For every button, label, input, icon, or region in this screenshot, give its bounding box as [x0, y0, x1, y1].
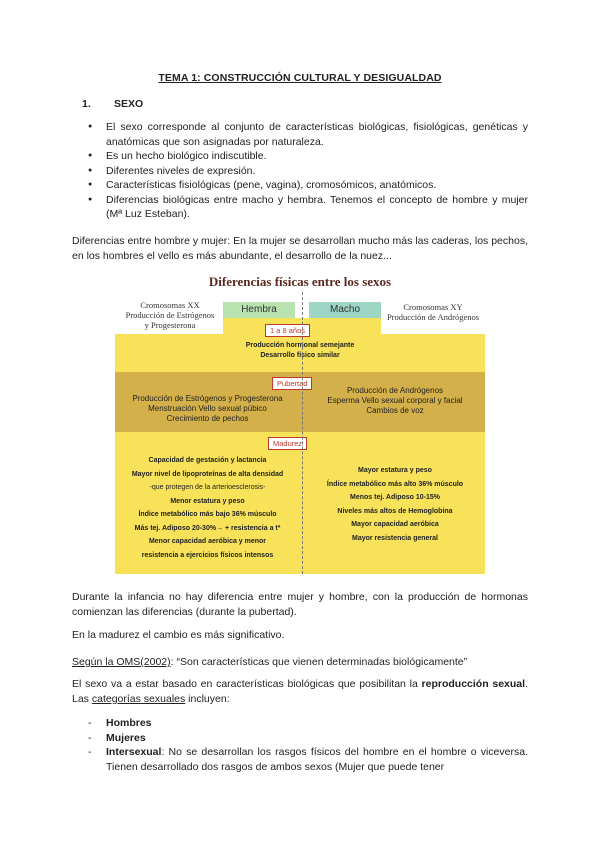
paragraph-infancia: Durante la infancia no hay diferencia entre mujer y hombre, con la producción de hormonas comienzan las diferencias (durante la pubertad). [72, 591, 528, 618]
stage-line: Producción de Andrógenos [346, 386, 444, 395]
oms-source: Según la OMS(2002) [72, 656, 171, 668]
bold-reproduccion: reproducción sexual [421, 678, 526, 690]
text-span: incluyen: [185, 692, 230, 705]
figure-title: Diferencias físicas entre los sexos [208, 274, 392, 289]
chromo-line: y Progesterona [144, 320, 196, 330]
stage-2-label: Pubertad [272, 377, 312, 390]
stage-line: Menstruación Vello sexual púbico [148, 404, 267, 413]
categoria-item [88, 745, 528, 774]
stage-1-text [195, 341, 405, 361]
bullet-item: ● Características fisiológicas (pene, vagina), cromosómicos, anatómicos. [88, 178, 528, 193]
stage-line: resistencia a ejercicios físicos intensos [141, 551, 274, 559]
oms-quote: : “Son características que vienen determinadas biológicamente” [170, 656, 468, 668]
categoria-name: Intersexual [106, 746, 162, 758]
stage-line: -que protegen de la arterioesclerosis- [149, 484, 266, 491]
stage-line: Desarrollo físico similar [260, 352, 340, 359]
categoria-item [88, 731, 528, 746]
stage-line: Índice metabólico más alto 36% músculo [326, 480, 464, 488]
categoria-item [88, 716, 528, 731]
chromosomes-xy [381, 302, 485, 322]
chromo-line: Producción de Andrógenos [386, 312, 480, 322]
stage-line: Crecimiento de pechos [166, 414, 249, 423]
stage-line: Mayor nivel de lipoproteínas de alta densidad [131, 470, 284, 478]
stage-line: Menor capacidad aeróbica y menor [148, 538, 267, 545]
stage-2-right [305, 386, 485, 416]
stage-1-label: 1 a 8 años [265, 324, 310, 337]
chromo-line: Cromosomas XX [140, 300, 200, 310]
paragraph-oms [72, 655, 528, 670]
stage-line: Mayor capacidad aeróbica [351, 521, 439, 528]
hembra-label: Hembra [223, 302, 295, 318]
paragraph-madurez: En la madurez el cambio es más significativo. [72, 629, 285, 641]
stage-line: Producción de Estrógenos y Progesterona [132, 394, 283, 403]
stage-3-left [115, 454, 300, 562]
categorias-link-text: categorías sexuales [91, 692, 186, 705]
stage-line: Menos tej. Adiposo 10-15% [350, 494, 440, 501]
stage-line: Menor estatura y peso [170, 497, 245, 505]
stage-line: Esperma Vello sexual corporal y facial [327, 396, 463, 405]
stage-line: Cambios de voz [366, 406, 424, 415]
bullet-list [88, 120, 528, 222]
bullet-item: ● El sexo corresponde al conjunto de características biológicas, fisiológicas, genéticas y anatómicas que son asignadas por naturaleza. [88, 120, 528, 149]
chromo-line: Producción de Estrógenos [125, 310, 215, 320]
stage-line: Más tej. Adiposo 20-30%→ + resistencia a tª [134, 524, 281, 532]
stage-line: Niveles más altos de Hemoglobina [337, 507, 453, 515]
stage-3-label: Madurez [268, 437, 307, 450]
macho-label: Macho [309, 302, 381, 318]
page-title: TEMA 1: CONSTRUCCIÓN CULTURAL Y DESIGUALDAD [158, 72, 442, 84]
section-label: SEXO [114, 98, 144, 110]
paragraph-sexo [72, 677, 528, 706]
stage-line: Mayor estatura y peso [358, 467, 432, 474]
paragraph-diferencias: Diferencias entre hombre y mujer: En la mujer se desarrollan mucho más las caderas, los pechos, en los hombres el vello es más abundante, el desarrollo de la nuez... [72, 235, 528, 262]
stage-line: Producción hormonal semejante [245, 342, 355, 349]
section-heading [82, 98, 143, 110]
center-divider [302, 292, 303, 574]
stage-3-right [305, 464, 485, 545]
bullet-item: ● Es un hecho biológico indiscutible. [88, 149, 528, 164]
figure-diferencias-fisicas [115, 274, 485, 574]
categoria-name: Hombres [106, 717, 152, 729]
stage-line: Mayor resistencia general [352, 534, 438, 542]
stage-2-left [115, 394, 300, 424]
categoria-name: Mujeres [106, 731, 146, 744]
text-span: . Las [72, 678, 528, 705]
categorias-list [88, 716, 528, 774]
chromosomes-xx [115, 300, 225, 330]
bullet-item: ● Diferencias biológicas entre macho y hembra. Tenemos el concepto de hombre y mujer (Mª Luz Esteban). [88, 193, 528, 222]
chromo-line: Cromosomas XY [403, 302, 463, 312]
stage-line: Capacidad de gestación y lactancia [148, 457, 267, 464]
bullet-item: ● Diferentes niveles de expresión. [88, 164, 528, 179]
categoria-text: : No se desarrollan los rasgos físicos del hombre en el hombre o viceversa. Tienen desarrollado dos rasgos de ambos sexos (Mujer que puede tener [106, 746, 528, 773]
stage-line: Índice metabólico más bajo 36% músculo [138, 511, 277, 518]
section-number: 1. [82, 98, 91, 110]
text-span: El sexo va a estar basado en características biológicas que posibilitan la [72, 678, 422, 690]
